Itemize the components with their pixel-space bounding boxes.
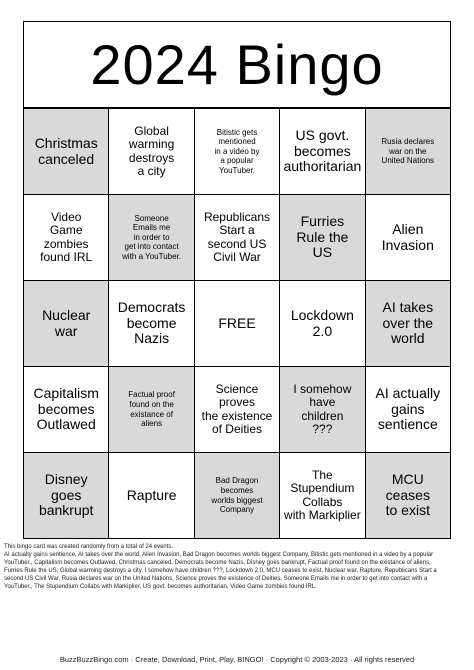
bingo-cell — [366, 367, 451, 453]
footer-note-line: YouTuber., Capitalism becomes Outlawed, Christmas canceled, Democrats become Nazis, Disney goes bankrupt, Factual proof found on the existance of aliens, — [4, 559, 431, 566]
bingo-cell — [366, 109, 451, 195]
footer-note-line: Furries Rule the US, Global warming destroys a city, I somehow have children ???, Lockdown 2.0, MCU ceases to exist, Nuclear war, Rapture, Republicans Start a — [4, 567, 437, 574]
bingo-cell — [109, 195, 194, 281]
bingo-cell — [24, 109, 109, 195]
bingo-cell-text: Video Game zombies found IRL — [40, 209, 93, 264]
bingo-cell-text: US govt. becomes authoritarian — [283, 126, 362, 175]
bingo-cell-text: Nuclear war — [42, 306, 91, 339]
bingo-cell — [195, 367, 280, 453]
bingo-cell — [195, 453, 280, 539]
bingo-cell — [109, 109, 194, 195]
bingo-cell — [280, 453, 365, 539]
bingo-cell-text: Bitistic gets mentioned in a video by a popular YouTuber. — [214, 127, 260, 175]
bingo-cell — [280, 195, 365, 281]
footer-note-line: This bingo card was created randomly from a total of 24 events. — [4, 544, 174, 550]
footer-note-line: second US Civil War, Rusia declares war on the United Nations, Science proves the existence of Deities, Someone Emails me in order to get into contact with a — [4, 575, 428, 582]
bingo-cell-text: FREE — [218, 314, 256, 331]
bingo-cell-text: Alien Invasion — [381, 220, 434, 253]
bingo-cell-text: Factual proof found on the existance of aliens — [128, 390, 175, 429]
bingo-cell — [280, 281, 365, 367]
bingo-cell-text: I somehow have children ??? — [293, 381, 352, 436]
bingo-cell — [366, 195, 451, 281]
bingo-cell — [24, 281, 109, 367]
bingo-cell-text: Capitalism becomes Outlawed — [33, 384, 99, 433]
bingo-cell — [195, 281, 280, 367]
bingo-cell — [109, 453, 194, 539]
bingo-cell-text: Someone Emails me in order to get into contact with a YouTuber. — [122, 213, 182, 261]
bingo-cell-text: Republicans Start a second US Civil War — [203, 209, 271, 264]
bingo-cell — [24, 367, 109, 453]
bingo-cell — [280, 367, 365, 453]
card-title: 2024 Bingo — [90, 32, 384, 96]
bingo-cell — [24, 453, 109, 539]
bingo-cell-text: The Stupendium Collabs with Markiplier — [284, 467, 361, 522]
bingo-grid — [23, 108, 451, 539]
bingo-cell — [280, 109, 365, 195]
bingo-cell-text: AI actually gains sentience — [375, 384, 441, 433]
bingo-cell-text: MCU ceases to exist — [385, 470, 430, 519]
bingo-cell — [195, 195, 280, 281]
bingo-cell-text: Global warming destroys a city — [128, 123, 175, 178]
bingo-cell-text: Disney goes bankrupt — [38, 470, 94, 519]
bingo-cell — [109, 367, 194, 453]
bingo-cell-text: Christmas canceled — [34, 134, 98, 167]
bingo-cell — [195, 109, 280, 195]
footer-note-line: YouTuber., The Stupendium Collabs with Markiplier, US govt. becomes authoritarian, Video Game zombies found IRL. — [4, 583, 317, 590]
bingo-cell — [366, 453, 451, 539]
bingo-cell-text: AI takes over the world — [382, 298, 434, 347]
footer-note-line: AI actually gains sentience, AI takes over the world, Alien Invasion, Bad Dragon becomes worlds biggest Company, Bitistic gets mentioned in a video by a popular — [4, 551, 434, 558]
bingo-cell-text: Bad Dragon becomes worlds biggest Company — [211, 476, 263, 515]
card-title-box — [23, 21, 451, 108]
bingo-cell — [366, 281, 451, 367]
bingo-cell-text: Rusia declares war on the United Nations — [381, 137, 435, 166]
copyright-line: BuzzBuzzBingo.com · Create, Download, Print, Play, BINGO! · Copyright © 2003-2023 · All rights reserved — [59, 655, 415, 664]
bingo-cell — [109, 281, 194, 367]
bingo-cell-text: Furries Rule the US — [296, 212, 349, 261]
bingo-cell-text: Democrats become Nazis — [117, 298, 186, 347]
footer-notes — [4, 544, 470, 591]
bingo-cell-text: Science proves the existence of Deities — [201, 381, 273, 436]
bingo-cell — [24, 195, 109, 281]
bingo-cell-text: Rapture — [126, 486, 177, 503]
bingo-cell-text: Lockdown 2.0 — [290, 306, 354, 339]
